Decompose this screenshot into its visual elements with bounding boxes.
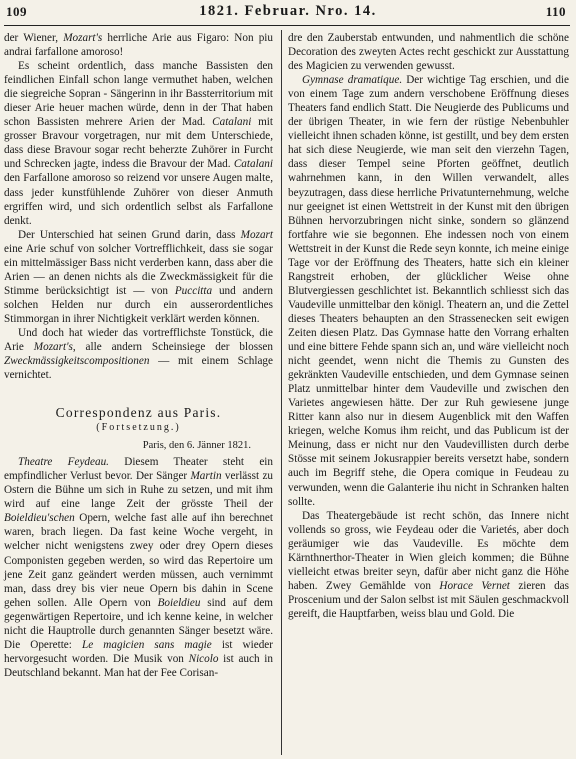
left-paragraph-4: Und doch hat wieder das vortrefflichste Tonstück, die Arie Mozart's, alle andern Scheinsiege der blossen Zweckmässigkeitscompositionen — mit einem Schlage vernichtet. [4,326,273,382]
left-paragraph-3: Der Unterschied hat seinen Grund darin, dass Mozart eine Arie schuf von solcher Vortrefflichkeit, dass sie sogar ein mittelmässiger Bass nicht verderben kann, dass aber die Arien — an denen nichts als die Zweckmässigkeit für die Stimme berücksichtigt ist — von Puccitta und andern solchen Helden nur durch ein ausserordentliches Stimmorgan in ihrer Nichtigkeit verklärt werden können. [4,228,273,325]
left-paragraph-2: Es scheint ordentlich, dass manche Bassisten den feindlichen Einfall schon lange vermuthet haben, welchen die siegreiche Sopran - Sängerinn in ihr Bassterritorium mit dieser Arie heuer machen würde, denn in der That haben schon Bassisten mehrere Arien der Mad. Catalani mit grosser Bravour vorgetragen, nur mit dem Unterschiede, dass diese Bravour sogar recht beherzte Zuhörer in Furcht und Schrecken jagte, indess die Bravour der Mad. Catalani den Farfallone amoroso so reizend vor unsere Augen malte, dass jeder kunstfühlende Zuhörer von dieser Anmuth ergriffen wird, und sich ordentlich selbst als Farfallone denkt. [4,60,274,227]
header-rule [4,25,570,26]
page-header [0,2,576,24]
left-column [4,31,273,680]
issue-date: 1821. Februar. Nro. 14. [199,3,377,19]
page-number-left: 109 [6,4,27,19]
left-paragraph-5: Theatre Feydeau. Diesem Theater steht ein empfindlicher Verlust bevor. Der Sänger Martin verlässt zu Ostern die Bühne um sich in Ruhe zu setzen, und mit ihm wird auf eine lange Zeit der grösste Theil der Boieldieu'schen Opern, welche fast alle auf ihn berechnet waren, brach liegen. Da fast keine Woche vergeht, in welcher nicht wenigstens zwey oder drey Opern dieses Componisten gegeben werden, so wird das Repertoire um jene Zeit ganz geändert werden müssen, auch vernimmt man, dass drey bis vier neue Opern bis dahin in Scene gehen sollen. Alle Opern von Boieldieu sind auf dem gegenwärtigen Repertoire, und ich kenne keine, in welcher nicht die Hauptrolle durch genannten Sänger besetzt wäre. Die Operette: Le magicien sans magie ist wieder hervorgesucht worden. Die Musik von Nicolo ist auch in Deutschland bekannt. Man hat der Fee Corisan- [4,456,273,679]
right-column [288,31,569,621]
section-subtitle: (Fortsetzung.) [96,422,181,434]
right-paragraph-3: Das Theatergebäude ist recht schön, das Innere nicht vollends so gross, wie Feydeau oder die Varietés, aber doch geräumiger wie das Vaudeville. Es möchte dem Kärnthnerthor-Theater in Wien gleich kommen; die Bühne vielleicht etwas breiter seyn, dafür aber nicht ganz die Höhe haben. Zwey Gemählde von Horace Vernet zieren das Proscenium und der Salon selbst ist mit Säulen geschmackvoll gereift, die Hauptfarben, weiss blau und Gold. Die [288,509,569,620]
dateline: Paris, den 6. Jänner 1821. [142,440,251,452]
column-divider [281,30,282,755]
page-number-right: 110 [545,4,566,19]
section-title: Correspondenz aus Paris. [55,405,222,421]
right-paragraph-2: Gymnase dramatique. Der wichtige Tag erschien, und die von einem Tage zum andern verschobene Eröffnung dieses Theaters fand endlich Statt. Die Neugierde des Publicums und der übrigen Theater, in wie fern der rüstige Nebenbuhler vielleicht ihnen schaden könne, ist gestillt, und bey dem ersten hat sich diese Neugierde, wie man seit den vierzehn Tagen, dass dieser Tempel seine Pforten geöffnet, deutlich wahrnehmen kann, in den Willen verwandelt, alles beyzutragen, dass diese herrliche Privatunternehmung, welche nur geeignet ist einen Wettstreit in der Kunst mit den übrigen Bühnen hervorzubringen nicht sinke, sondern so glänzend fortfahre wie sie begonnen. Ehe indessen noch von einem Wettstreit in der Kunst die Rede seyn konnte, ich meine einige Tage vor der Eröffnung des Theaters, hatte sich ein kleiner Rangstreit erhoben, der glücklicher Weise ohne Blutvergiessen geschlichtet ist. Bekanntlich schliesst sich das Vaudeville unmittelbar den königl. Theatern an, und die Zettel dieses Theaters behaupten an den Strassenecken seit ewigen Zeiten diesen Platz. Das Gymnase hatte den Vorrang erhalten und eine bittere Fehde spann sich an, und wäre vielleicht noch nicht geendet, wenn nicht die Themis zu Gunsten des gekränkten Vaudeville entschieden, und dem Gymnase seinen Platz unmittelbar hinter dem Vaudeville und zwischen den Varietes angewiesen hätte. Der zur Ruh gewiesene junge Ritter kann also nur in diesem Augenblick mit den Waffen kriegen, welche Komus ihm reicht, und das Publicum ist der Meinung, dass er nicht nur den Vaudevillisten durch derbe Stösse mit seinem Jokusrappier bereits versetzt habe, sondern auch im Begriff stehe, die Opera comique in Feudeau zu verwunden, wenn die Galanterie ihu nicht in Schranken halten sollte. [288,74,569,508]
left-paragraph-1: der Wiener, Mozart's herrliche Arie aus Figaro: Non piu andrai farfallone amoroso! [4,32,273,59]
right-paragraph-1: dre den Zauberstab entwunden, und nahmentlich die schöne Decoration des zweyten Actes recht geschickt zur Ausstattung des Magicien zu verwenden gewusst. [288,32,569,73]
